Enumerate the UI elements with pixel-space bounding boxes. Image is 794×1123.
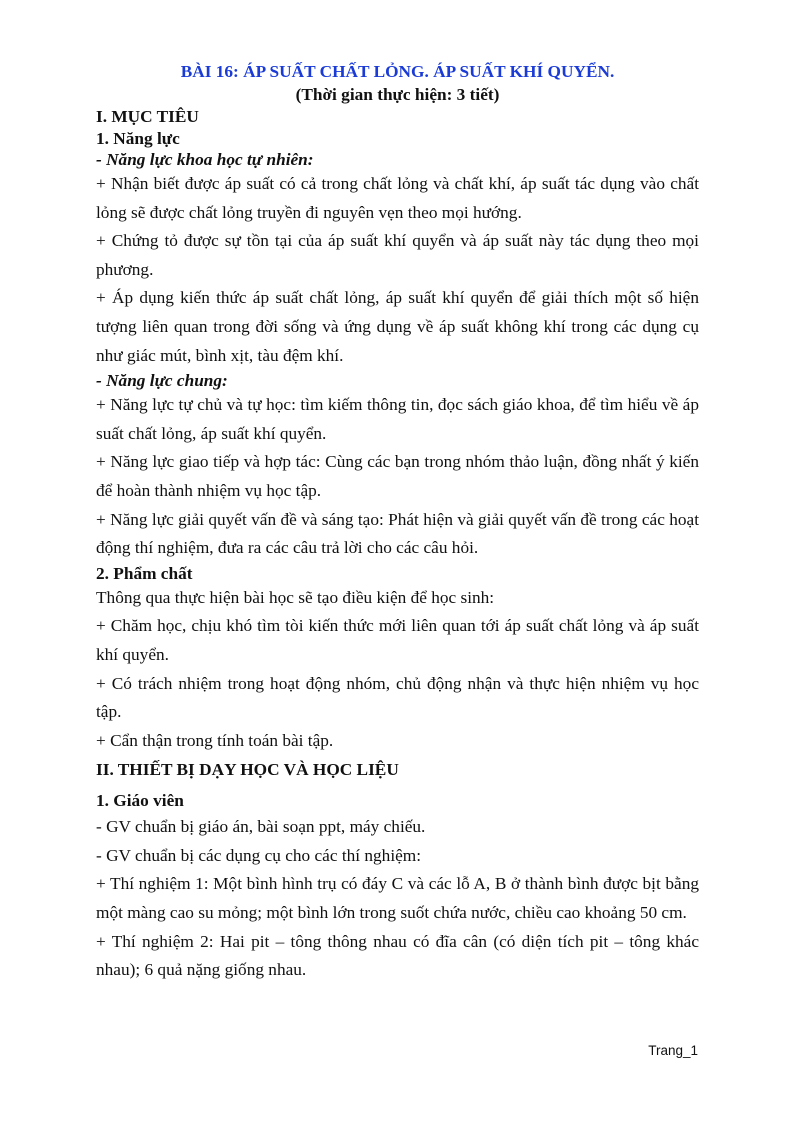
paragraph: + Áp dụng kiến thức áp suất chất lỏng, áp suất khí quyển để giải thích một số hiện tượng liên quan trong đời sống và ứng dụng về áp suất không khí trong các dụng cụ như giác mút, bình xịt, tàu đệm khí. xyxy=(96,288,699,365)
paragraph: + Chăm học, chịu khó tìm tòi kiến thức mới liên quan tới áp suất chất lỏng và áp suất khí quyển. xyxy=(96,616,699,664)
subheading-science-competence: - Năng lực khoa học tự nhiên: xyxy=(96,150,314,169)
section-heading-equipment: II. THIẾT BỊ DẠY HỌC VÀ HỌC LIỆU xyxy=(96,760,399,780)
paragraph: + Năng lực tự chủ và tự học: tìm kiếm thông tin, đọc sách giáo khoa, để tìm hiểu về áp suất chất lỏng, áp suất khí quyển. xyxy=(96,395,699,443)
section-heading-objectives: I. MỤC TIÊU xyxy=(96,107,199,126)
page-title: BÀI 16: ÁP SUẤT CHẤT LỎNG. ÁP SUẤT KHÍ QUYỂN. xyxy=(180,62,615,81)
subheading-general-competence: - Năng lực chung: xyxy=(96,371,228,391)
page-subtitle: (Thời gian thực hiện: 3 tiết) xyxy=(295,85,500,104)
document-page xyxy=(96,60,699,985)
paragraph: + Chứng tỏ được sự tồn tại của áp suất khí quyển và áp suất này tác dụng theo mọi phương. xyxy=(96,231,699,279)
subheading-qualities: 2. Phẩm chất xyxy=(96,563,193,583)
paragraph: + Có trách nhiệm trong hoạt động nhóm, chủ động nhận và thực hiện nhiệm vụ học tập. xyxy=(96,673,699,722)
paragraph: - GV chuẩn bị các dụng cụ cho các thí nghiệm: xyxy=(96,845,422,865)
subheading-competence: 1. Năng lực xyxy=(96,129,180,148)
paragraph: + Năng lực giao tiếp và hợp tác: Cùng các bạn trong nhóm thảo luận, đồng nhất ý kiến để hoàn thành nhiệm vụ học tập. xyxy=(96,452,699,500)
paragraph: - GV chuẩn bị giáo án, bài soạn ppt, máy chiếu. xyxy=(96,817,426,837)
subheading-teacher: 1. Giáo viên xyxy=(96,791,184,811)
paragraph: + Thí nghiệm 1: Một bình hình trụ có đáy C và các lỗ A, B ở thành bình được bịt bằng một màng cao su mỏng; một bình lớn trong suốt chứa nước, chiều cao khoảng 50 cm. xyxy=(96,874,699,923)
paragraph: Thông qua thực hiện bài học sẽ tạo điều kiện để học sinh: xyxy=(96,587,495,607)
paragraph: + Nhận biết được áp suất có cả trong chất lỏng và chất khí, áp suất tác dụng vào chất lỏng sẽ được chất lỏng truyền đi nguyên vẹn theo mọi hướng. xyxy=(96,174,699,222)
paragraph: + Cẩn thận trong tính toán bài tập. xyxy=(96,730,334,750)
page-number: Trang_1 xyxy=(648,1043,698,1058)
paragraph: + Thí nghiệm 2: Hai pit – tông thông nhau có đĩa cân (có diện tích pit – tông khác nhau); 6 quả nặng giống nhau. xyxy=(96,931,699,980)
paragraph: + Năng lực giải quyết vấn đề và sáng tạo: Phát hiện và giải quyết vấn đề trong các hoạt động thí nghiệm, đưa ra các câu trả lời cho các câu hỏi. xyxy=(96,509,699,558)
